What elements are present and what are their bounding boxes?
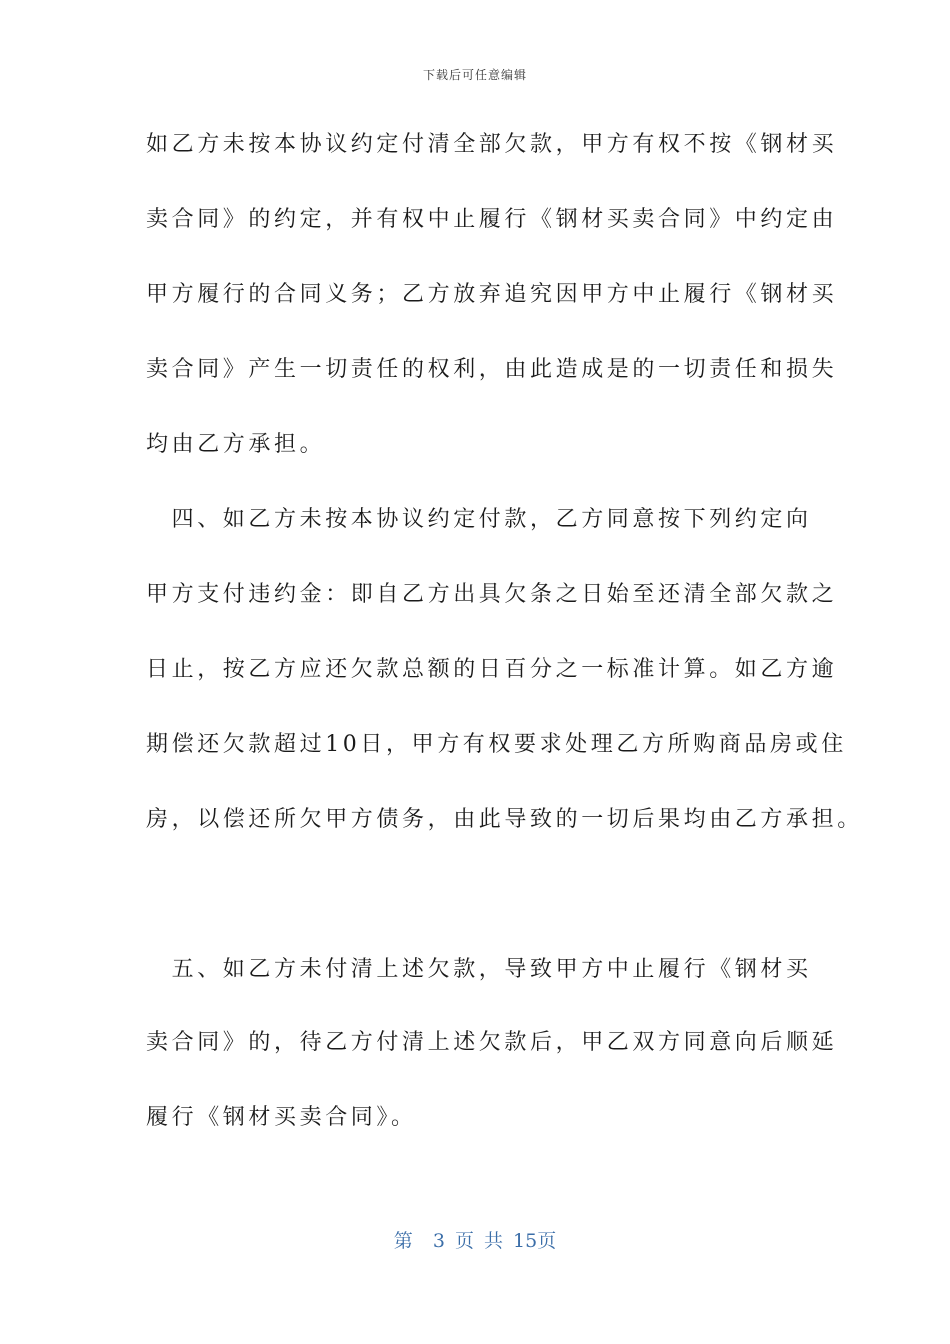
- text-line: 甲方履行的合同义务；乙方放弃追究因甲方中止履行《钢材买: [146, 282, 838, 307]
- text-line: 如乙方未按本协议约定付清全部欠款，甲方有权不按《钢材买: [146, 132, 838, 157]
- text-line: 卖合同》产生一切责任的权利，由此造成是的一切责任和损失: [146, 357, 838, 382]
- page-number: 第 3 页 共 15页: [393, 1230, 557, 1252]
- text-line: 四、如乙方未按本协议约定付款，乙方同意按下列约定向: [146, 507, 812, 532]
- text-line: 履行《钢材买卖合同》。: [146, 1105, 417, 1130]
- text-line: 日止，按乙方应还欠款总额的日百分之一标准计算。如乙方逾: [146, 657, 838, 682]
- text-line: 期偿还欠款超过10日，甲方有权要求处理乙方所购商品房或住: [146, 732, 847, 757]
- page-header: 下载后可任意编辑: [422, 68, 527, 82]
- text-line: 均由乙方承担。: [146, 432, 326, 457]
- text-line: 卖合同》的约定，并有权中止履行《钢材买卖合同》中约定由: [146, 207, 838, 232]
- text-line: 甲方支付违约金：即自乙方出具欠条之日始至还清全部欠款之: [146, 582, 838, 607]
- text-line: 五、如乙方未付清上述欠款，导致甲方中止履行《钢材买: [146, 957, 812, 982]
- text-line: 卖合同》的，待乙方付清上述欠款后，甲乙双方同意向后顺延: [146, 1030, 838, 1055]
- text-line: 房，以偿还所欠甲方债务，由此导致的一切后果均由乙方承担。: [146, 807, 863, 832]
